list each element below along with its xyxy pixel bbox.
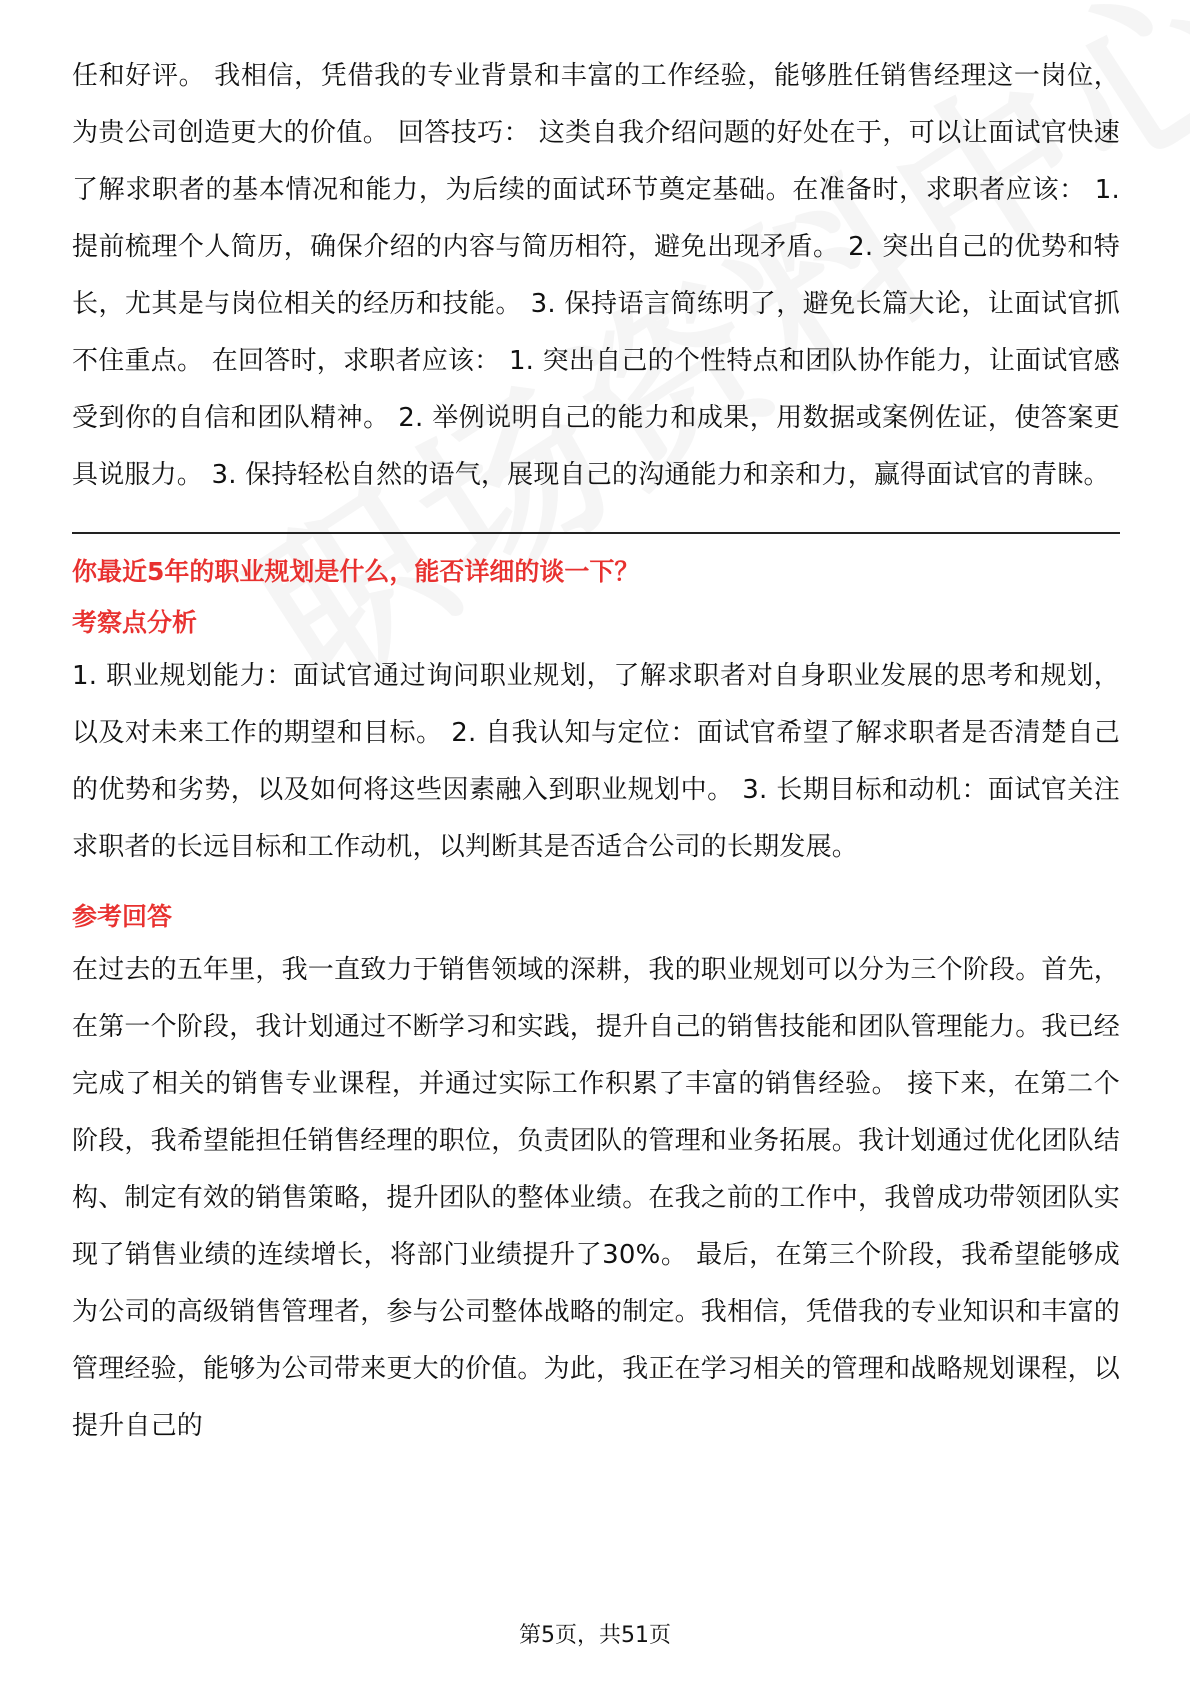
question-title: 你最近5年的职业规划是什么，能否详细的谈一下？ xyxy=(72,557,640,586)
page-footer: 第5页，共51页 xyxy=(519,1623,671,1648)
analysis-paragraph: 1. 职业规划能力：面试官通过询问职业规划，了解求职者对自身职业发展的思考和规划，以及对未来工作的期望和目标。 2. 自我认知与定位：面试官希望了解求职者是否清楚自己的优势和劣势，以及如何将这些因素融入到职业规划中。 3. 长期目标和动机：面试官关注求职者的长远目标和工作动机，以判断其是否适合公司的长期发展。 xyxy=(72,661,1120,862)
answer-paragraph: 在过去的五年里，我一直致力于销售领域的深耕，我的职业规划可以分为三个阶段。首先，在第一个阶段，我计划通过不断学习和实践，提升自己的销售技能和团队管理能力。我已经完成了相关的销售专业课程，并通过实际工作积累了丰富的销售经验。 接下来，在第二个阶段，我希望能担任销售经理的职位，负责团队的管理和业务拓展。我计划通过优化团队结构、制定有效的销售策略，提升团队的整体业绩。在我之前的工作中，我曾成功带领团队实现了销售业绩的连续增长，将部门业绩提升了30%。 最后，在第三个阶段，我希望能够成为公司的高级销售管理者，参与公司整体战略的制定。我相信，凭借我的专业知识和丰富的管理经验，能够为公司带来更大的价值。为此，我正在学习相关的管理和战略规划课程，以提升自己的 xyxy=(72,955,1121,1441)
intro-paragraph: 任和好评。 我相信，凭借我的专业背景和丰富的工作经验，能够胜任销售经理这一岗位，为贵公司创造更大的价值。 回答技巧： 这类自我介绍问题的好处在于，可以让面试官快速了解求职者的基本情况和能力，为后续的面试环节奠定基础。在准备时，求职者应该： 1. 提前梳理个人简历，确保介绍的内容与简历相符，避免出现矛盾。 2. 突出自己的优势和特长，尤其是与岗位相关的经历和技能。 3. 保持语言简练明了，避免长篇大论，让面试官抓不住重点。 在回答时，求职者应该： 1. 突出自己的个性特点和团队协作能力，让面试官感受到你的自信和团队精神。 2. 举例说明自己的能力和成果，用数据或案例佐证，使答案更具说服力。 3. 保持轻松自然的语气，展现自己的沟通能力和亲和力，赢得面试官的青睐。 xyxy=(72,61,1121,490)
analysis-heading: 考察点分析 xyxy=(72,608,198,637)
answer-heading: 参考回答 xyxy=(72,902,173,931)
section-gap xyxy=(72,876,1120,892)
page-content xyxy=(72,48,1120,1455)
section-divider xyxy=(72,532,1120,534)
